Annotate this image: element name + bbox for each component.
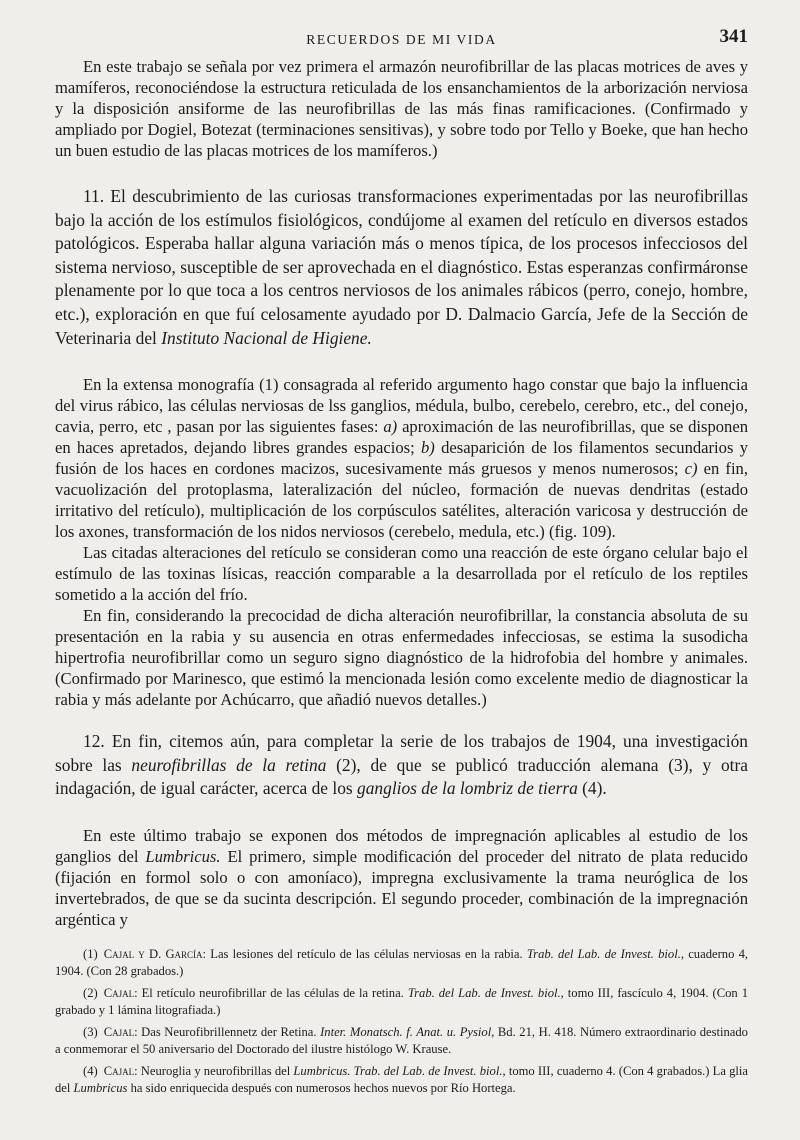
section-gap	[55, 710, 748, 730]
text-run: En la extensa monografía (1) consagrada al referido argumento hago constar que bajo la influencia del virus rábico, las células nerviosas de lss ganglios, médula, bulbo, cerebelo, cerebro, etc., del conejo, cavia, perro, etc , pasan por las siguientes fases:	[55, 375, 748, 437]
italic-span: Lumbricus	[73, 1080, 128, 1095]
footnote-author: Cajal y D. García:	[103, 946, 207, 961]
text-run: (4).	[577, 778, 607, 799]
paragraph	[55, 374, 748, 542]
text-run: 11. El descubrimiento de las curiosas transformaciones experimentadas por las neurofibrillas bajo la acción de los estímulos fisiológicos, condújome al examen del retículo en diversos estados patológicos. Esperaba hallar alguna variación más o menos típica, de los procesos infecciosos del sistema nervioso, susceptible de ser aprovechada en el diagnóstico. Estas esperanzas confirmáronse plenamente por lo que toca a los centros nerviosos de los animales rábicos (perro, conejo, hombre, etc.), exploración en que fuí celosamente ayudado por D. Dalmacio García, Jefe de la Sección de Veterinaria del	[55, 186, 748, 348]
footnote	[55, 1063, 748, 1097]
running-head: RECUERDOS DE MI VIDA	[306, 32, 497, 47]
page-header	[55, 22, 748, 56]
paragraph	[55, 825, 748, 930]
italic-span: c)	[684, 459, 698, 479]
italic-span: b)	[420, 438, 435, 458]
section-gap	[55, 801, 748, 825]
footnote-mark: (4)	[83, 1063, 98, 1078]
paragraph	[55, 56, 748, 161]
footnote	[55, 985, 748, 1019]
text-run: Las citadas alteraciones del retículo se consideran como una reacción de este órgano celular bajo el estímulo de las toxinas lísicas, reacción comparable a la desarrollada por el retículo de los reptiles sometido a la acción del frío.	[55, 543, 748, 605]
text-run: ha sido enriquecida después con numerosos hechos nuevos por Río Hortega.	[127, 1080, 516, 1095]
text-run: El retículo neurofibrillar de las células de la retina.	[137, 985, 408, 1000]
italic-span: Lumbricus. Trab. del Lab. de Invest. biol.	[293, 1063, 503, 1078]
paragraph	[55, 605, 748, 710]
text-run: (2), de que se publicó traducción alemana (3), y otra indagación, de igual carácter, acerca de los	[55, 754, 748, 799]
footnote-mark: (1)	[83, 946, 98, 961]
text-run: En fin, considerando la precocidad de dicha alteración neurofibrillar, la constancia absoluta de su presentación en la rabia y su ausencia en otras enfermedades infecciosas, se estima la susodicha hipertrofia neurofibrillar como un seguro signo diagnóstico de la hidrofobia del hombre y animales. (Confirmado por Marinesco, que estimó la mencionada lesión como excelente medio de diagnosticar la rabia y más adelante por Achúcarro, que añadió nuevos detalles.)	[55, 606, 748, 710]
footnote	[55, 1024, 748, 1058]
text-run: en fin, vacuolización del protoplasma, lateralización del núcleo, formación de nuevas dendritas (estado irritativo del retículo), multiplicación de los corpúsculos satélites, alteración varicosa y destrucción de los axones, transformación de los nidos nerviosos (cerebelo, medula, etc.) (fig. 109).	[55, 459, 749, 542]
text-run: aproximación de las neurofibrillas, que se disponen en haces apretados, dejando libres grandes espacios;	[55, 417, 749, 458]
paragraph	[55, 542, 748, 605]
text-run: 12. En fin, citemos aún, para completar la serie de los trabajos de 1904, una investigación sobre las	[55, 731, 748, 775]
italic-span: Trab. del Lab. de Invest. biol.	[526, 946, 681, 961]
italic-span: Lumbricus.	[145, 846, 221, 866]
text-run: Las lesiones del retículo de las células nerviosas en la rabia.	[206, 946, 527, 961]
footnote-author: Cajal:	[103, 1024, 138, 1039]
text-run: El primero, simple modificación del proceder del nitrato de plata reducido (fijación en formol solo o con amoníaco), impregna exclusivamente la trama neuróglica de los invertebrados, de que se da sucinta descripción. El segundo proceder, combinación de la impregnación argéntica y	[55, 846, 748, 929]
text-run: Neuroglia y neurofibrillas del	[137, 1063, 294, 1078]
body-text	[55, 56, 748, 930]
text-run: Das Neurofibrillennetz der Retina.	[137, 1024, 321, 1039]
italic-span: Trab. del Lab. de Invest. biol.	[407, 985, 561, 1000]
page-number: 341	[719, 26, 748, 47]
section-gap	[55, 350, 748, 374]
italic-span: ganglios de la lombriz de tierra	[357, 778, 578, 799]
italic-span: Inter. Monatsch. f. Anat. u. Pysiol	[320, 1024, 492, 1039]
footnote-author: Cajal:	[103, 1063, 138, 1078]
italic-span: neurofibrillas de la retina	[131, 754, 327, 775]
section-gap	[55, 161, 748, 185]
text-run: , cuaderno 4, 1904. (Con 28 grabados.)	[55, 946, 749, 978]
footnote-mark: (2)	[83, 985, 98, 1000]
paragraph	[55, 185, 748, 350]
text-run: En este último trabajo se exponen dos métodos de impregnación aplicables al estudio de los ganglios del	[55, 825, 748, 866]
text-run: , tomo III, cuaderno 4. (Con 4 grabados.) La glia del	[55, 1063, 748, 1095]
paragraph	[55, 730, 748, 801]
text-run: , Bd. 21, H. 418. Número extraordinario destinado a conmemorar el 50 aniversario del Doctorado del ilustre histólogo W. Krause.	[55, 1024, 748, 1056]
footnote-author: Cajal:	[103, 985, 138, 1000]
footnote	[55, 946, 748, 980]
text-run: En este trabajo se señala por vez primera el armazón neurofibrillar de las placas motrices de aves y mamíferos, reconociéndose la estructura reticulada de los ensanchamientos de la arborización nerviosa y la disposición ansiforme de las neurofibrillas de las más finas ramificaciones. (Confirmado y ampliado por Dogiel, Botezat (terminaciones sensitivas), y sobre todo por Tello y Boeke, que han hecho un buen estudio de las placas motrices de los mamíferos.)	[55, 57, 748, 160]
text-run: , tomo III, fascículo 4, 1904. (Con 1 grabado y 1 lámina litografiada.)	[55, 985, 749, 1017]
italic-span: Instituto Nacional de Higiene.	[161, 327, 372, 348]
text-run: desaparición de los filamentos secundarios y fusión de los haces en cordones macizos, sucesivamente más gruesos y menos numerosos;	[55, 438, 748, 479]
footnote-mark: (3)	[83, 1024, 98, 1039]
footnotes	[55, 946, 748, 1097]
italic-span: a)	[383, 417, 398, 437]
